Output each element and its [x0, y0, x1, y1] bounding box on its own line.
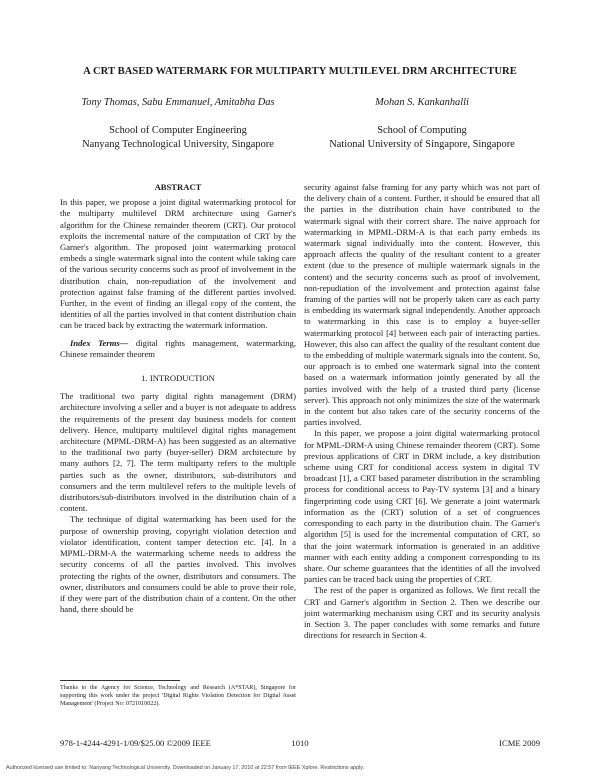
right-paragraph-3: The rest of the paper is organized as follows. We first recall the CRT and Garner's algorithm in Section 2. Then we describe our joint watermarking mechanism using CRT and its security analysis in Section 3. The paper concludes with some remarks and future directions for research in Section 4. — [304, 585, 540, 641]
index-terms-label: Index Terms— — [70, 337, 129, 348]
affiliation-left — [60, 124, 296, 151]
index-terms-text: digital rights management, watermarking, Chinese remainder theorem — [60, 337, 296, 359]
authors-right: Mohan S. Kankanhalli — [375, 97, 469, 108]
affiliation-right — [304, 124, 540, 151]
index-terms — [60, 338, 296, 360]
affiliation-left-univ: Nanyang Technological University, Singapore — [82, 138, 274, 150]
affiliation-right-dept: School of Computing — [377, 125, 467, 136]
paper-title: A CRT BASED WATERMARK FOR MULTIPARTY MULTILEVEL DRM ARCHITECTURE — [83, 66, 517, 77]
abstract-text: In this paper, we propose a joint digital watermarking protocol for the multiparty multilevel DRM architecture using Garner's algorithm for the Chinese remainder theorem (CRT). Our protocol exploits the incremental nature of the computation of CRT by the Garner's algorithm. The proposed joint watermarking protocol embeds a single watermark signal into the content while taking care of the various security concerns such as proof of involvement in the distribution chain, non-repudiation of the involvement and protection against false framing of the different parties involved. Further, in the event of finding an illegal copy of the content, the identities of all the parties involved in that content distribution chain can be traced back by extracting the watermark information. — [60, 197, 296, 331]
footnote-rule — [60, 680, 180, 681]
left-column — [60, 182, 296, 615]
right-paragraph-2: In this paper, we propose a joint digital watermarking protocol for MPML-DRM-A using Chinese remainder theorem (CRT). Some previous applications of CRT in DRM include, a key distribution scheme using CRT for conditional access system in digital TV broadcast [1], a CRT based parameter distribution in the scrambling process for conditional access to Pay-TV systems [3] and a binary fingerprinting code using CRT [6]. We generate a joint watermark information as the (CRT) solution of a set of congruences corresponding to each party in the distribution chain. The Garner's algorithm [5] is used for the incremental computation of CRT, so that the joint watermark information is generated in an additive manner with each entity adding a component corresponding to its share. Our scheme guarantees that the identities of all the involved parties can be traced back using the properties of CRT. — [304, 428, 540, 585]
authorized-use-notice: Authorized licensed use limited to: Nanyang Technological University. Downloaded on January 17, 2010 at 22:57 from IEEE Xplore. Restrictions apply. — [6, 765, 365, 771]
affiliation-left-dept: School of Computer Engineering — [109, 125, 247, 136]
intro-paragraph-2: The technique of digital watermarking has been used for the purpose of ownership proving, copyright violation detection and violator identification, content tamper detection etc. [4]. In a MPML-DRM-A the watermarking scheme needs to address the security concerns of all the parties involved. This involves protecting the rights of the owner, distributors and consumers. The owner, distributors and consumers could be able to prove their role, if they were part of the distribution chain of a content. On the other hand, there should be — [60, 514, 296, 615]
abstract-heading: ABSTRACT — [154, 182, 202, 192]
footer-conference: ICME 2009 — [499, 738, 540, 748]
intro-paragraph-1: The traditional two party digital rights management (DRM) architecture involving a seller and a buyer is not adequate to address the requirements of the present day business models for content delivery. Hence, multiparty multilevel digital rights management architecture (MPML-DRM-A) has been suggested as an alternative to the traditional two party (buyer-seller) DRM architecture by many authors [2, 7]. The term multiparty refers to the multiple parties such as the owner, distributors, sub-distributors and consumers and the term multilevel refers to the multiple levels of distributors/sub-distributors involved in the distribution chain of a content. — [60, 391, 296, 514]
footnote: Thanks to the Agency for Science, Technology and Research (A*STAR), Singapore for supporting this work under the project 'Digital Rights Violation Detection for Digital Asset Management' (Project No: 0721010022). — [60, 685, 296, 707]
footer-page-number: 1010 — [291, 738, 309, 748]
introduction-heading: 1. INTRODUCTION — [141, 373, 215, 384]
affiliation-right-univ: National University of Singapore, Singapore — [329, 138, 515, 150]
footer-isbn: 978-1-4244-4291-1/09/$25.00 ©2009 IEEE — [60, 738, 211, 748]
right-paragraph-1: security against false framing for any party which was not part of the delivery chain of a content. Further, it should be ensured that all the parties in the distribution chain have contributed to the watermark signal with their correct share. The naive approach for watermarking in MPML-DRM-A is that each party embeds its watermark signal individually into the content. However, this approach affects the quality of the resultant content to a greater extent (due to the presence of multiple watermark signals in the content) and the security concerns such as proof of involvement, non-repudiation of the involvement and protection against false framing of the parties will not be properly taken care as each party is embedding its watermark signal independently. Another approach to watermarking in this case is to employ a buyer-seller watermarking protocol [4] between each pair of interacting parties. However, this also can affect the quality of the resultant content due to the embedding of multiple watermark signals into the content. So, our approach is to embed one watermark signal into the content based on a watermark information jointly generated by all the parties involved with the help of a trusted third party (license server). This approach not only minimizes the size of the watermark in the content but also takes care of the security concerns of the parties involved. — [304, 182, 540, 428]
authors-left: Tony Thomas, Sabu Emmanuel, Amitabha Das — [81, 97, 275, 108]
right-column — [304, 182, 540, 641]
